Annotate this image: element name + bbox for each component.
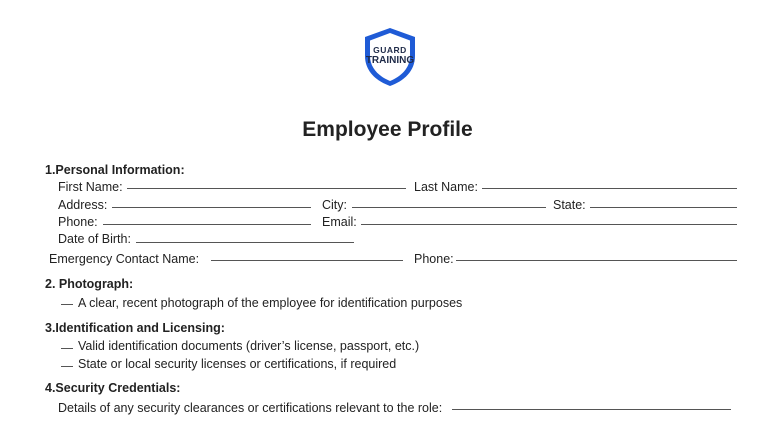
first-name-field[interactable]	[127, 188, 406, 189]
email-field[interactable]	[361, 224, 737, 225]
date-of-birth-label: Date of Birth:	[58, 232, 131, 246]
page-title: Employee Profile	[302, 118, 473, 141]
date-of-birth-field[interactable]	[136, 242, 354, 243]
logo-training-text: TRAINING	[365, 55, 415, 66]
last-name-label: Last Name:	[414, 180, 478, 194]
logo-guard-text: GUARD	[373, 45, 407, 55]
state-field[interactable]	[590, 207, 737, 208]
bullet-dash-icon	[61, 366, 73, 367]
bullet-dash-icon	[61, 348, 73, 349]
emergency-contact-label: Emergency Contact Name:	[49, 252, 200, 266]
phone-label: Phone:	[58, 215, 98, 229]
city-label: City:	[322, 198, 347, 212]
phone-field[interactable]	[103, 224, 311, 225]
personal-info-heading: 1.Personal Information:	[45, 163, 185, 177]
photograph-heading: 2. Photograph:	[45, 277, 134, 291]
identification-item: Valid identification documents (driver’s license, passport, etc.)	[78, 339, 420, 353]
address-label: Address:	[58, 198, 108, 212]
guard-training-logo	[362, 26, 418, 88]
emergency-phone-field[interactable]	[456, 260, 737, 261]
photograph-item: A clear, recent photograph of the employee for identification purposes	[78, 296, 463, 310]
last-name-field[interactable]	[482, 188, 737, 189]
email-label: Email:	[322, 215, 357, 229]
city-field[interactable]	[352, 207, 546, 208]
state-label: State:	[553, 198, 586, 212]
emergency-phone-label: Phone:	[414, 252, 454, 266]
bullet-dash-icon	[61, 304, 73, 305]
first-name-label: First Name:	[58, 180, 123, 194]
security-credentials-heading: 4.Security Credentials:	[45, 381, 181, 395]
identification-item: State or local security licenses or certifications, if required	[78, 357, 397, 371]
security-details-label: Details of any security clearances or certifications relevant to the role:	[58, 401, 443, 415]
identification-heading: 3.Identification and Licensing:	[45, 321, 225, 335]
address-field[interactable]	[112, 207, 311, 208]
emergency-contact-field[interactable]	[211, 260, 403, 261]
security-details-field[interactable]	[452, 409, 731, 410]
